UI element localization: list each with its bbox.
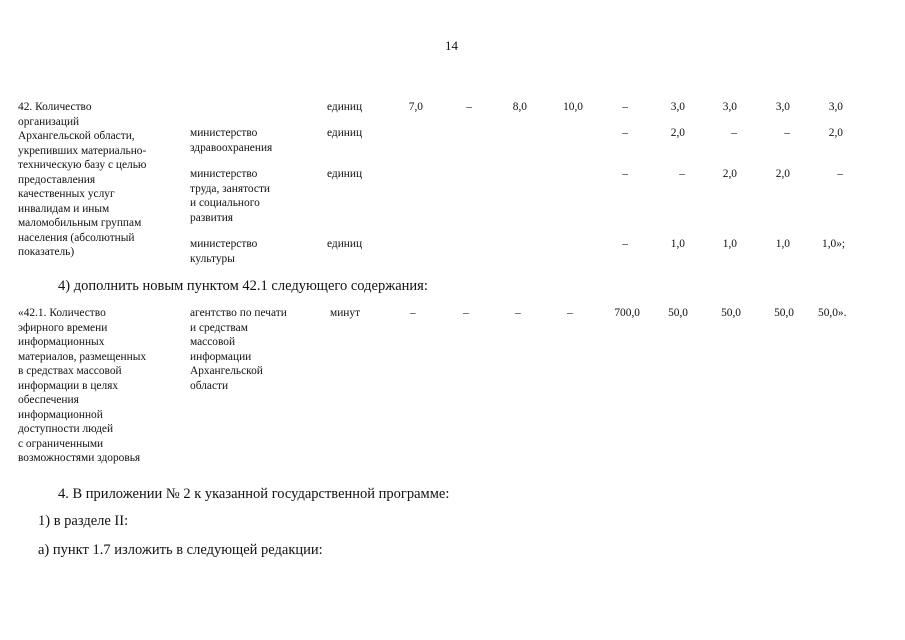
row42-l2-v7: – <box>731 127 737 139</box>
amendment-paragraph-4: 4) дополнить новым пунктом 42.1 следующего содержания: <box>58 278 428 294</box>
row42-unit-4: единиц <box>327 238 363 250</box>
row42-unit-2: единиц <box>327 127 363 139</box>
row421-v7: 50,0 <box>721 307 741 319</box>
row42-l3-v8: 2,0 <box>775 168 790 180</box>
subitem-a: а) пункт 1.7 изложить в следующей редакции: <box>38 542 323 558</box>
row421-v5: 700,0 <box>614 307 640 319</box>
row421-v1: – <box>410 307 416 319</box>
row42-l3-v9: – <box>837 168 843 180</box>
row42-unit-1: единиц <box>327 101 363 113</box>
row42-l4-v6: 1,0 <box>670 238 685 250</box>
row421-agency: агентство по печати и средствам массовой информации Архангельской области <box>190 307 287 392</box>
row421-v4: – <box>567 307 573 319</box>
row42-l1-v2: – <box>466 101 472 113</box>
row42-agency-3: министерство труда, занятости и социального развития <box>190 168 271 224</box>
row42-l1-v8: 3,0 <box>775 101 790 113</box>
row421-v3: – <box>515 307 521 319</box>
row421-v8: 50,0 <box>774 307 794 319</box>
row42-l2-v8: – <box>784 127 790 139</box>
row42-l3-v7: 2,0 <box>722 168 737 180</box>
row421-indicator-name: «42.1. Количество эфирного времени информационных материалов, размещенных в средствах массовой информации в целях обеспечения информационной доступности людей с ограниченными возможностями здоровья <box>18 307 147 464</box>
row42-l4-v9: 1,0»; <box>822 238 846 250</box>
item-4-heading: 4. В приложении № 2 к указанной государственной программе: <box>58 486 450 502</box>
row42-unit-3: единиц <box>327 168 363 180</box>
row42-l1-v6: 3,0 <box>670 101 685 113</box>
row42-l3-v6: – <box>679 168 685 180</box>
page-number: 14 <box>445 38 458 53</box>
row42-l2-v9: 2,0 <box>828 127 843 139</box>
row42-l4-v8: 1,0 <box>775 238 790 250</box>
row42-l4-v7: 1,0 <box>722 238 737 250</box>
row42-l1-v3: 8,0 <box>512 101 527 113</box>
subitem-1: 1) в разделе II: <box>38 513 129 529</box>
row42-l2-v5: – <box>622 127 628 139</box>
row42-l1-v5: – <box>622 101 628 113</box>
row42-agency-2: министерство здравоохранения <box>190 127 273 154</box>
row421-v9: 50,0». <box>818 307 847 319</box>
row42-agency-4: министерство культуры <box>190 238 258 265</box>
row42-l1-v9: 3,0 <box>828 101 843 113</box>
row421-v6: 50,0 <box>668 307 688 319</box>
row421-v2: – <box>463 307 469 319</box>
row42-l3-v5: – <box>622 168 628 180</box>
row42-l1-v1: 7,0 <box>408 101 423 113</box>
row42-l1-v4: 10,0 <box>563 101 583 113</box>
row42-l1-v7: 3,0 <box>722 101 737 113</box>
row42-l4-v5: – <box>622 238 628 250</box>
row42-indicator-name: 42. Количество организаций Архангельской области, укрепивших материально- техническую базу с целью предоставления качественных услуг инвалидам и иным маломобильным группам населения (абсолютный показатель) <box>18 101 147 258</box>
row421-unit: минут <box>330 307 361 319</box>
row42-l2-v6: 2,0 <box>670 127 685 139</box>
